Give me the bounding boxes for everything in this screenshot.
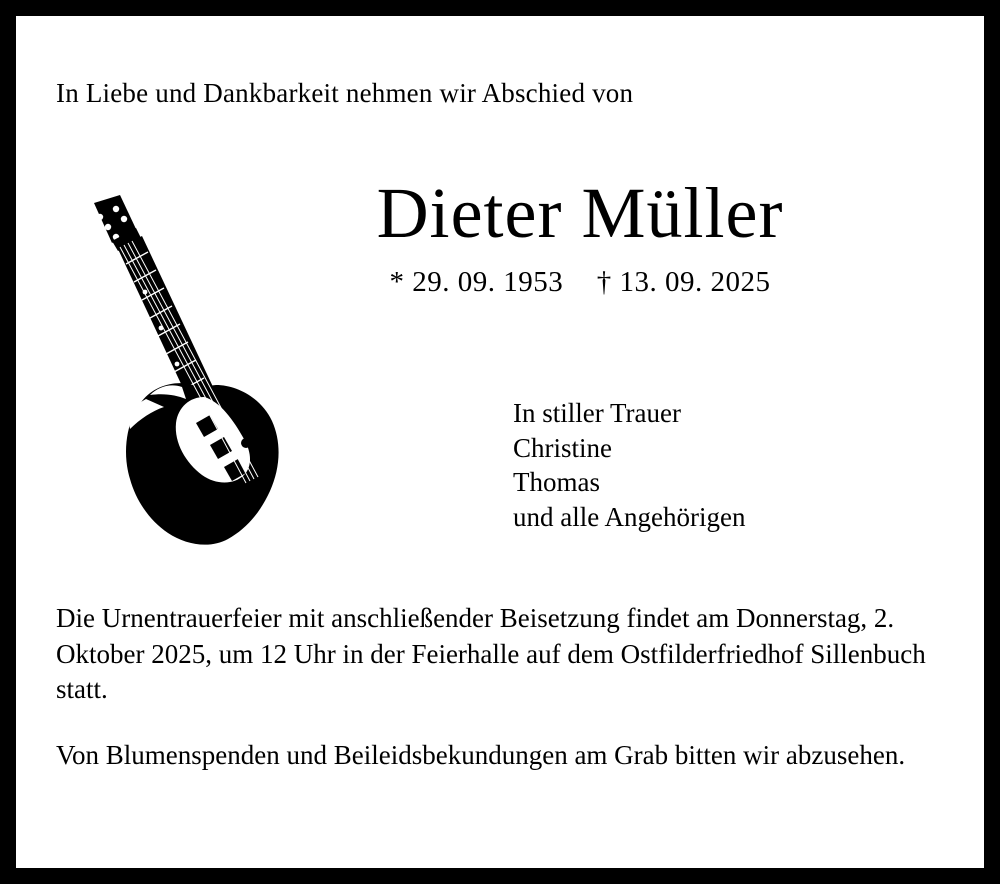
mourners-block: [513, 396, 745, 534]
service-details: [56, 601, 946, 774]
mourning-heading: In stiller Trauer: [513, 398, 681, 428]
mourner-name: und alle Angehörigen: [513, 501, 746, 532]
death-date: † 13. 09. 2025: [596, 265, 771, 298]
mourner-name: Christine: [513, 432, 612, 463]
life-dates: [176, 266, 984, 299]
birth-date: * 29. 09. 1953: [389, 265, 564, 298]
deceased-name: Dieter Müller: [376, 173, 784, 253]
name-block: [16, 173, 984, 299]
intro-text: In Liebe und Dankbarkeit nehmen wir Abschied von: [56, 78, 634, 108]
flowers-request-paragraph: Von Blumenspenden und Beileidsbekundungen am Grab bitten wir abzusehen.: [56, 739, 906, 770]
mourner-name: Thomas: [513, 467, 600, 498]
obituary-card: [16, 16, 984, 868]
funeral-service-paragraph: Die Urnentrauerfeier mit anschließender Beisetzung findet am Donnerstag, 2. Oktober 2025, um 12 Uhr in der Feierhalle auf dem Ostfilderfriedhof Sillenbuch statt.: [56, 603, 926, 705]
